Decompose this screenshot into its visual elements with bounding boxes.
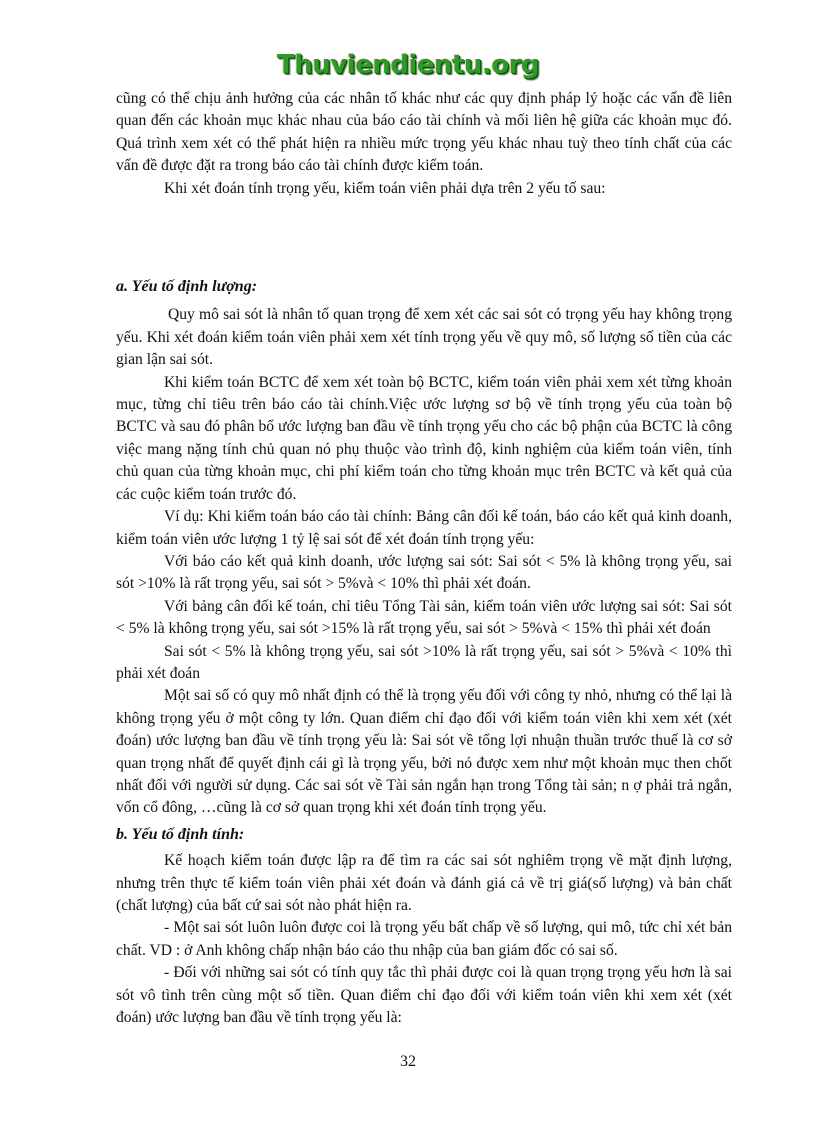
section-a-paragraph-2: Khi kiểm toán BCTC để xem xét toàn bộ BCTC, kiểm toán viên phải xem xét từng khoản mục, từng chỉ tiêu trên báo cáo tài chính.Việc ước lượng sơ bộ về tính trọng yếu của toàn bộ BCTC và sau đó phân bổ ước lượng ban đầu về tính trọng yếu cho các bộ phận của BCTC là công việc mang nặng tính chủ quan nó phụ thuộc vào trình độ, kinh nghiệm của kiểm toán viên, tính chủ quan của từng khoản mục, chi phí kiểm toán cho từng khoản mục trên BCTC và kết quả của các cuộc kiểm toán trước đó. [116, 373, 732, 503]
site-logo [0, 50, 816, 80]
page-number: 32 [400, 1053, 416, 1070]
section-b-heading: b. Yếu tố định tính: [116, 825, 245, 843]
section-b-paragraph-2: - Một sai sót luôn luôn được coi là trọng yếu bất chấp về số lượng, qui mô, tức chỉ xét bản chất. VD : ở Anh không chấp nhận báo cáo thu nhập của ban giám đốc có sai số. [116, 919, 732, 959]
section-b-paragraph-1: Kế hoạch kiểm toán được lập ra để tìm ra các sai sót nghiêm trọng về mặt định lượng, nhưng trên thực tế kiểm toán viên phải xét đoán và đánh giá cả về trị giá(số lượng) và bản chất (chất lượng) của bất cứ sai sót nào phát hiện ra. [116, 852, 732, 914]
section-a-heading: a. Yếu tố định lượng: [116, 278, 258, 296]
intro-paragraph-1: cũng có thể chịu ảnh hưởng của các nhân tố khác như các quy định pháp lý hoặc các vấn đề liên quan đến các khoản mục khác nhau của báo cáo tài chính và mối liên hệ giữa các khoản mục đó. Quá trình xem xét có thể phát hiện ra nhiều mức trọng yếu khác nhau tuỳ theo tính chất của các vấn đề được đặt ra trong báo cáo tài chính được kiểm toán. [116, 90, 732, 175]
section-a-paragraph-6: Sai sót < 5% là không trọng yếu, sai sót >10% là rất trọng yếu, sai sót > 5%và < 10% thì phải xét đoán [116, 642, 732, 682]
spacer [116, 200, 732, 266]
section-a-paragraph-1: Quy mô sai sót là nhân tố quan trọng để xem xét các sai sót có trọng yếu hay không trọng yếu. Khi xét đoán kiểm toán viên phải xem xét tính trọng yếu về quy mô, số lượng số tiền của các gian lận sai sót. [116, 306, 732, 369]
intro-paragraph-2: Khi xét đoán tính trọng yếu, kiểm toán viên phải dựa trên 2 yếu tố sau: [164, 179, 606, 197]
section-a-paragraph-5: Với bảng cân đối kế toán, chỉ tiêu Tổng Tài sản, kiểm toán viên ước lượng sai sót: Sai sót < 5% là không trọng yếu, sai sót >15% là rất trọng yếu, sai sót > 5%và < 15% thì phải xét đoán [116, 597, 732, 638]
section-a-paragraph-3: Ví dụ: Khi kiểm toán báo cáo tài chính: Bảng cân đối kế toán, báo cáo kết quả kinh doanh, kiểm toán viên ước lượng 1 tỷ lệ sai sót để xét đoán tính trọng yếu: [116, 508, 732, 548]
document-body [116, 88, 732, 1029]
section-a-paragraph-7: Một sai số có quy mô nhất định có thể là trọng yếu đối với công ty nhỏ, nhưng có thể lại là không trọng yếu ở một công ty lớn. Quan điểm chỉ đạo đối với kiểm toán viên khi xem xét (xét đoán) ước lượng ban đầu về tính trọng yếu là: Sai sót về tổng lợi nhuận thuần trước thuế là cơ sở quan trọng nhất để quyết định cái gì là trọng yếu, bởi nó được xem như một khoản mục then chốt nhất đối với người sử dụng. Các sai sót về Tài sản ngắn hạn trong Tổng tài sản; n ợ phải trả ngắn, vốn cổ đông, …cũng là cơ sở quan trọng khi xét đoán tính trọng yếu. [116, 687, 732, 817]
section-a-paragraph-4: Với báo cáo kết quả kinh doanh, ước lượng sai sót: Sai sót < 5% là không trọng yếu, sai sót >10% là rất trọng yếu, sai sót > 5%và < 10% thì phải xét đoán. [116, 552, 732, 593]
section-b-paragraph-3: - Đối với những sai sót có tính quy tắc thì phải được coi là quan trọng trọng yếu hơn là sai sót vô tình trên cùng một số tiền. Quan điểm chỉ đạo đối với kiểm toán viên khi xem xét (xét đoán) ước lượng ban đầu về tính trọng yếu là: [116, 964, 732, 1027]
logo-text: Thuviendientu.org [276, 50, 540, 80]
